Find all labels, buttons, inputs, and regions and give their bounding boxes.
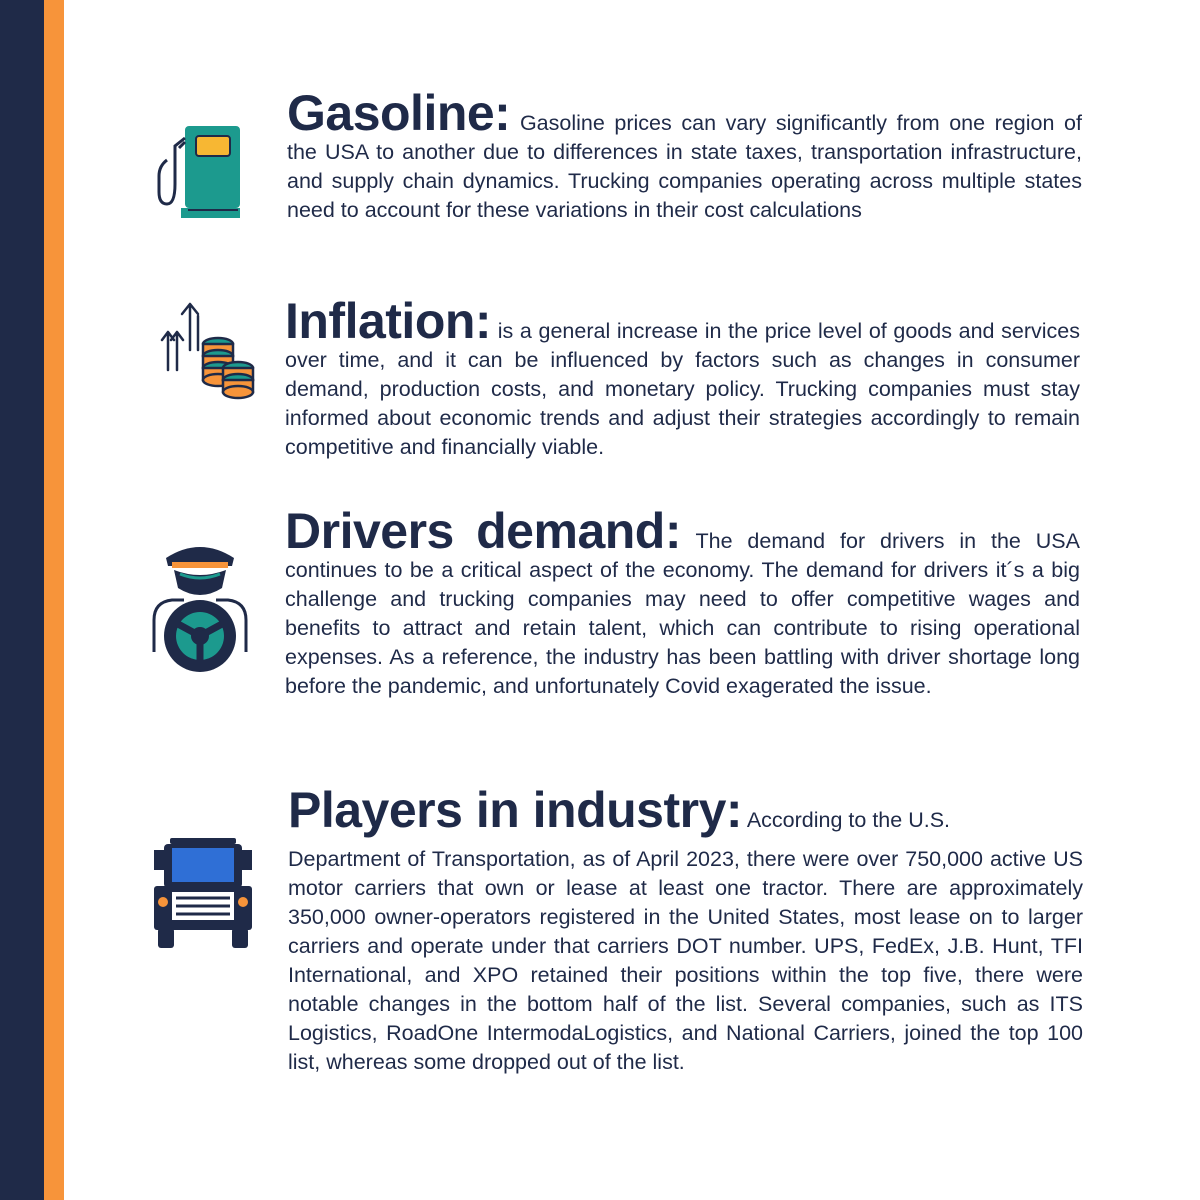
heading-drivers-demand: Drivers demand: [285, 503, 681, 559]
heading-gasoline: Gasoline: [287, 85, 511, 141]
heading-inflation: Inflation: [285, 293, 492, 349]
body-drivers-demand: The demand for drivers in the USA continues to be a critical aspect of the economy. The demand for drivers it´s a big challenge and trucking companies may need to offer competitive wages and benefits to attract and retain talent, which can contribute to rising operational expenses. As a reference, the industry has been battling with driver shortage long before the pandemic, and unfortunately Covid exagerated the issue. [285, 529, 1080, 698]
body-players-in-industry: Department of Transportation, as of April 2023, there were over 750,000 active US motor carriers that own or lease at least one tractor. There are approximately 350,000 owner-operators registered in the United States, most lease on to larger carriers and operate under that carriers DOT number. UPS, FedEx, J.B. Hunt, TFI International, and XPO retained their positions within the top five, there were notable changes in the bottom half of the list. Several companies, such as ITS Logistics, RoadOne IntermodaLogistics, and National Carriers, joined the top 100 list, whereas some dropped out of the list. [288, 847, 1083, 1074]
left-navy-stripe [0, 0, 44, 1200]
body-gasoline: Gasoline prices can vary significantly from one region of the USA to another due to differences in state taxes, transportation infrastructure, and supply chain dynamics. Trucking companies operating across multiple states need to account for these variations in their cost calculations [287, 111, 1082, 222]
gas-pump-icon [155, 124, 245, 222]
left-orange-stripe [44, 0, 64, 1200]
inflation-coins-icon [160, 300, 260, 408]
lead-players-in-industry: According to the U.S. [746, 808, 951, 832]
driver-icon [148, 540, 252, 672]
body-inflation: is a general increase in the price level of goods and services over time, and it can be influenced by factors such as changes in consumer demand, production costs, and monetary policy. Trucking companies must stay informed about economic trends and adjust their strategies accordingly to remain competitive and financially viable. [285, 319, 1080, 459]
truck-icon [150, 836, 256, 950]
heading-players-in-industry: Players in industry: [288, 782, 743, 838]
